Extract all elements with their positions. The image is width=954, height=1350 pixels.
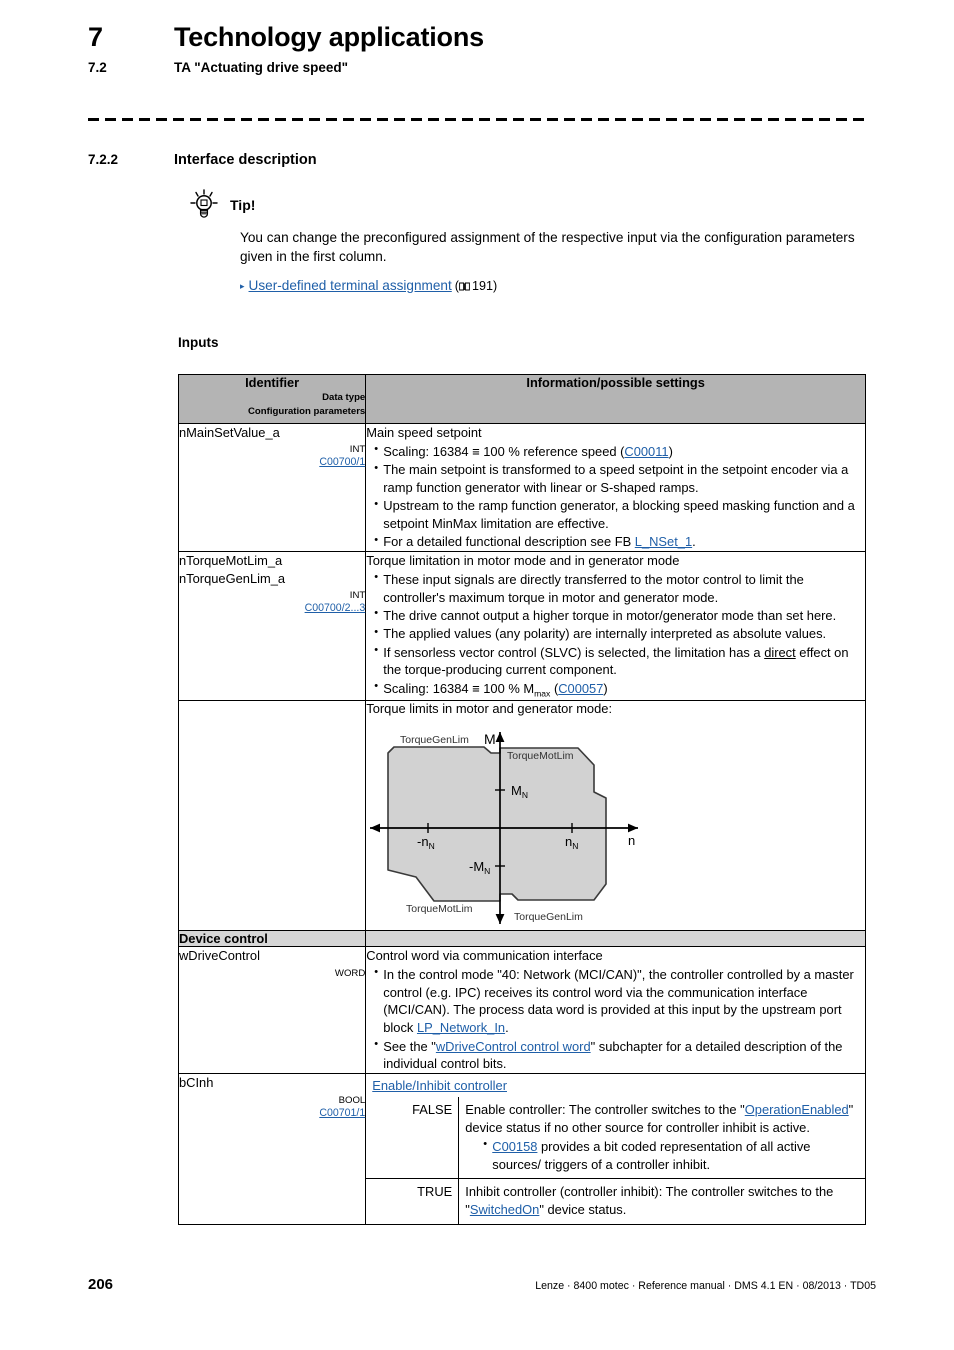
diagram-holder bbox=[366, 718, 865, 930]
list-item: • In the control mode "40: Network (MCI/CAN)", the controller controlled by a master control (e.g. IPC) receives its control word via the communication interface (MCI/CAN). The process data word is provided at this input by the upstream port block LP_Network_In. bbox=[374, 966, 865, 1037]
band-filler bbox=[366, 931, 866, 947]
cell-information-nmainsetvalue bbox=[366, 424, 866, 552]
chapter-number: 7 bbox=[88, 22, 103, 52]
diagram-caption: Torque limits in motor and generator mode: bbox=[366, 701, 613, 717]
identifier-name: bCInh bbox=[179, 1075, 214, 1091]
c00158-link[interactable]: C00158 bbox=[492, 1138, 538, 1154]
list-item: • The main setpoint is transformed to a speed setpoint in the setpoint encoder via a ramp function generator with linear or S-shaped ramps. bbox=[374, 461, 865, 497]
value-description-false bbox=[459, 1097, 865, 1179]
axis-label-n: n bbox=[628, 833, 636, 849]
config-parameter-link[interactable]: C00700/1 bbox=[319, 456, 366, 469]
table-row bbox=[179, 552, 866, 701]
annotation-top-right-torquemotlim: TorqueMotLim bbox=[507, 750, 574, 763]
identifier-datatype: INT bbox=[349, 444, 366, 456]
tick-label-nn-negative: $-n_N$ bbox=[417, 834, 435, 852]
cell-identifier-bcinh bbox=[179, 1074, 366, 1225]
identifier-config-parameter[interactable] bbox=[179, 602, 365, 614]
c00057-link[interactable]: C00057 bbox=[558, 680, 604, 696]
triangle-bullet-icon: ▸ bbox=[240, 280, 245, 291]
subsection-title: Interface description bbox=[174, 152, 317, 168]
table-header-row bbox=[179, 375, 866, 424]
value-description-true bbox=[459, 1179, 865, 1224]
identifier-datatype: BOOL bbox=[338, 1094, 366, 1106]
table-section-band-row bbox=[179, 931, 866, 947]
tip-header bbox=[182, 188, 872, 222]
false-sub-bullet-list bbox=[465, 1138, 859, 1174]
config-parameter-link[interactable]: C00700/2...3 bbox=[304, 601, 366, 614]
tick-label-nn-positive: $n_N$ bbox=[565, 834, 579, 852]
table-row bbox=[179, 947, 866, 1074]
annotation-bottom-left-torquemotlim: TorqueMotLim bbox=[406, 903, 473, 916]
list-item: • The applied values (any polarity) are internally interpreted as absolute values. bbox=[374, 625, 865, 643]
info-bullet-list bbox=[366, 966, 865, 1073]
table-row-true bbox=[366, 1179, 865, 1224]
cell-torque-limits-diagram bbox=[366, 701, 866, 931]
cell-identifier-wdrivecontrol bbox=[179, 947, 366, 1074]
section-number: 7.2 bbox=[88, 60, 107, 75]
torque-limits-chart bbox=[366, 718, 666, 930]
annotation-bottom-right-torquegenlim: TorqueGenLim bbox=[514, 911, 584, 924]
tip-crossreference bbox=[240, 278, 872, 293]
info-bullet-list bbox=[366, 443, 865, 551]
l-nset-1-link[interactable]: L_NSet_1 bbox=[634, 534, 693, 550]
page-header bbox=[88, 24, 878, 75]
identifier-datatype: INT bbox=[349, 589, 366, 601]
operationenabled-link[interactable]: OperationEnabled bbox=[744, 1102, 849, 1118]
footer-page-number: 206 bbox=[88, 1276, 114, 1293]
lightbulb-icon bbox=[182, 188, 228, 222]
tick-label-mn-positive: $M_N$ bbox=[511, 783, 529, 801]
header-cell-identifier bbox=[179, 375, 366, 424]
c00011-link[interactable]: C00011 bbox=[624, 443, 669, 459]
band-label-device-control: Device control bbox=[179, 931, 366, 947]
interface-description-table bbox=[178, 374, 866, 1225]
list-item: • The drive cannot output a higher torque in motor/generator mode than set here. bbox=[374, 607, 865, 625]
lp-network-in-link[interactable]: LP_Network_In bbox=[416, 1020, 506, 1036]
chapter-title: Technology applications bbox=[174, 22, 484, 52]
section-heading bbox=[88, 61, 878, 75]
identifier-config-parameter[interactable] bbox=[179, 456, 365, 468]
table-row-false bbox=[366, 1097, 865, 1179]
header-identifier-sub2: Configuration parameters bbox=[247, 406, 366, 418]
tip-box bbox=[182, 188, 872, 293]
info-bullet-list bbox=[366, 571, 865, 700]
user-defined-terminal-assignment-link[interactable]: User-defined terminal assignment bbox=[248, 277, 452, 293]
list-item: • For a detailed functional description see FB L_NSet_1. bbox=[374, 533, 865, 551]
subsection-heading bbox=[88, 152, 317, 168]
header-identifier-label: Identifier bbox=[245, 375, 300, 390]
inputs-caption: Inputs bbox=[178, 335, 219, 350]
table-row bbox=[179, 424, 866, 552]
false-text-part-a: Enable controller: The controller switches to the " bbox=[465, 1102, 745, 1118]
identifier-datatype: WORD bbox=[334, 967, 366, 979]
identifier-name: nMainSetValue_a bbox=[179, 425, 280, 440]
list-item: • Scaling: 16384 ≡ 100 % $M_{max}$ (C00057) bbox=[374, 680, 865, 700]
cell-information-ntorquelim bbox=[366, 552, 866, 701]
value-key-true: TRUE bbox=[366, 1179, 459, 1224]
annotation-top-left-torquegenlim: TorqueGenLim bbox=[400, 734, 470, 747]
info-lead-text: Main speed setpoint bbox=[366, 425, 482, 440]
value-key-false: FALSE bbox=[366, 1097, 459, 1179]
page-reference: ( 191) bbox=[454, 278, 498, 293]
footer-document-note: Lenze · 8400 motec · Reference manual · DMS 4.1 EN · 08/2013 · TD05 bbox=[535, 1280, 876, 1292]
switchedon-link[interactable]: SwitchedOn bbox=[469, 1202, 540, 1218]
list-item: • Upstream to the ramp function generator, a blocking speed masking function and a setpoint MinMax limitation are effective. bbox=[374, 497, 865, 533]
info-lead-text: Control word via communication interface bbox=[366, 948, 603, 964]
list-item: • These input signals are directly transferred to the motor control to limit the controller's maximum torque in motor and generator mode. bbox=[374, 571, 865, 607]
cell-identifier-empty bbox=[179, 701, 366, 931]
book-icon bbox=[459, 280, 470, 289]
wdrivecontrol-control-word-link[interactable]: wDriveControl control word bbox=[435, 1038, 591, 1054]
cell-identifier-nmainsetvalue bbox=[179, 424, 366, 552]
identifier-name-line2: nTorqueGenLim_a bbox=[179, 570, 286, 586]
c00158-description: provides a bit coded representation of all active sources/ triggers of a controller inhibit. bbox=[492, 1138, 811, 1172]
enable-inhibit-controller-link[interactable]: Enable/Inhibit controller bbox=[372, 1078, 507, 1094]
page-reference-number: 191 bbox=[471, 278, 493, 293]
identifier-name: wDriveControl bbox=[179, 948, 260, 964]
header-divider bbox=[88, 118, 868, 121]
cell-identifier-ntorquelim bbox=[179, 552, 366, 701]
table-row-diagram bbox=[179, 701, 866, 931]
list-item: • If sensorless vector control (SLVC) is selected, the limitation has a direct effect on the torque-producing current component. bbox=[374, 644, 865, 680]
true-text-part-a: Inhibit controller (controller inhibit): The controller switches to the " bbox=[465, 1184, 834, 1218]
page-footer bbox=[88, 1276, 876, 1293]
list-item: • See the "wDriveControl control word" subchapter for a detailed description of the individual control bits. bbox=[374, 1038, 865, 1074]
chapter-heading bbox=[88, 24, 878, 51]
identifier-config-parameter[interactable] bbox=[179, 1107, 365, 1119]
axis-label-m: M bbox=[484, 731, 496, 748]
cell-information-bcinh bbox=[366, 1074, 866, 1225]
tip-title: Tip! bbox=[230, 197, 256, 213]
tip-body-text: You can change the preconfigured assignment of the respective input via the configuration parameters given in the first column. bbox=[240, 230, 855, 265]
section-title: TA "Actuating drive speed" bbox=[174, 60, 349, 75]
false-text-part-b: " device status if no other source for controller inhibit is active. bbox=[465, 1102, 854, 1135]
cell-information-wdrivecontrol bbox=[366, 947, 866, 1074]
identifier-name-line1: nTorqueMotLim_a bbox=[179, 553, 283, 569]
list-item bbox=[483, 1138, 859, 1174]
list-item: • Scaling: 16384 ≡ 100 % reference speed (C00011) bbox=[374, 443, 865, 461]
emphasis-direct: direct bbox=[764, 644, 796, 660]
table-row bbox=[179, 1074, 866, 1225]
enable-inhibit-heading bbox=[366, 1074, 865, 1097]
subsection-number: 7.2.2 bbox=[88, 152, 119, 167]
header-cell-information: Information/possible settings bbox=[366, 375, 866, 424]
boolean-values-table bbox=[366, 1097, 865, 1224]
info-lead-text: Torque limitation in motor mode and in generator mode bbox=[366, 553, 680, 569]
tick-label-mn-negative: $-M_N$ bbox=[469, 859, 491, 877]
header-identifier-sub1: Data type bbox=[322, 392, 366, 403]
true-text-part-b: " device status. bbox=[539, 1202, 627, 1218]
config-parameter-link[interactable]: C00701/1 bbox=[319, 1106, 366, 1119]
